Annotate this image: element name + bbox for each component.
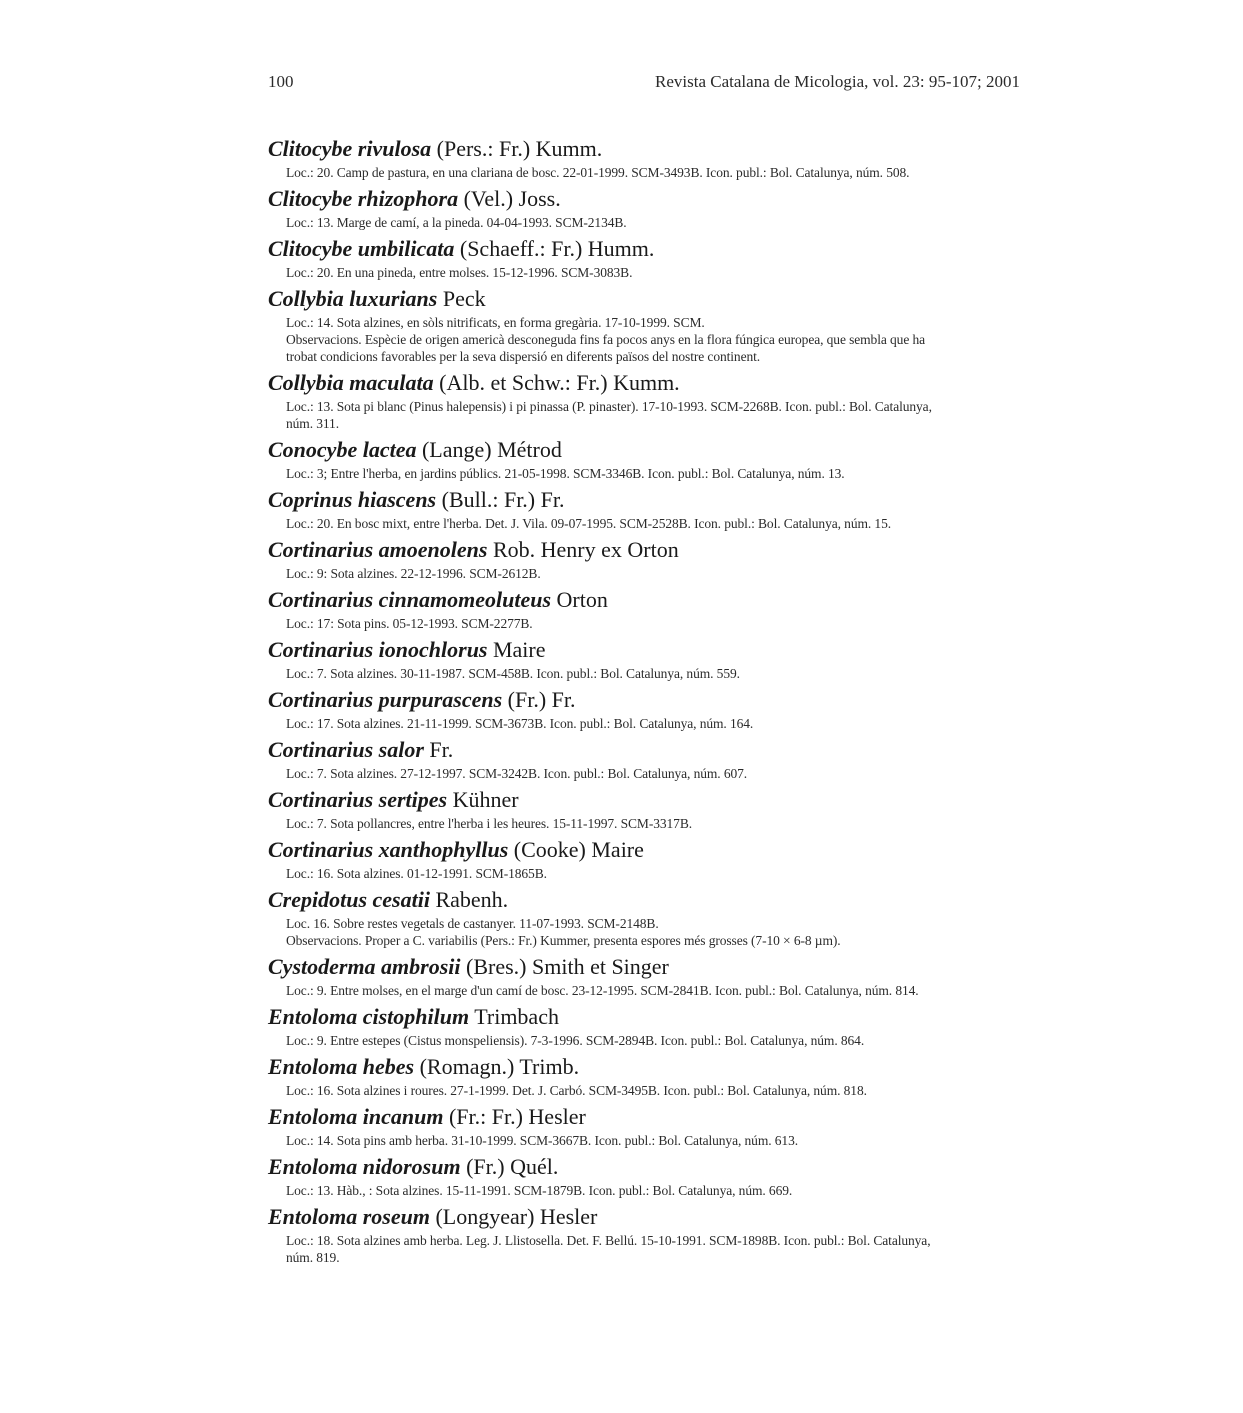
species-heading [268,954,1068,980]
species-name: Entoloma cistophilum [268,1004,470,1029]
species-name: Cortinarius purpurascens [268,687,503,712]
locality-text: Loc.: 14. Sota pins amb herba. 31-10-1999. SCM-3667B. Icon. publ.: Bol. Catalunya, núm. 613. [286,1133,799,1148]
species-entry [268,837,1068,882]
species-author: Fr. [429,737,454,762]
species-name: Cortinarius cinnamomeoluteus [268,587,552,612]
species-entry [268,587,1068,632]
species-heading [268,186,1068,212]
species-author: Peck [442,286,486,311]
species-heading [268,437,1068,463]
species-entry [268,136,1068,181]
species-author: Orton [556,587,608,612]
species-heading [268,537,1068,563]
species-author: (Lange) Métrod [421,437,562,462]
species-entry [268,1104,1068,1149]
locality-text: Loc.: 18. Sota alzines amb herba. Leg. J. Llistosella. Det. F. Bellú. 15-10-1991. SCM-1898B. Icon. publ.: Bol. Catalunya, [286,1233,931,1248]
locality-text: Loc.: 16. Sota alzines. 01-12-1991. SCM-1865B. [286,866,547,881]
species-entry [268,487,1068,532]
species-name: Cortinarius xanthophyllus [268,837,509,862]
species-name: Cystoderma ambrosii [268,954,461,979]
species-author: (Fr.) Fr. [507,687,576,712]
species-heading [268,286,1068,312]
species-entry [268,1054,1068,1099]
locality-text: Loc.: 20. En bosc mixt, entre l'herba. Det. J. Vila. 09-07-1995. SCM-2528B. Icon. publ.: Bol. Catalunya, núm. 15. [286,516,891,531]
species-author: Rabenh. [435,887,509,912]
species-name: Clitocybe rivulosa [268,136,432,161]
species-entry [268,687,1068,732]
species-heading [268,737,1068,763]
locality-text: Loc.: 13. Hàb., : Sota alzines. 15-11-1991. SCM-1879B. Icon. publ.: Bol. Catalunya, núm. 669. [286,1183,793,1198]
species-heading [268,487,1068,513]
species-name: Conocybe lactea [268,437,417,462]
species-author: (Bres.) Smith et Singer [466,954,669,979]
page-header [268,72,1020,98]
locality-text: Loc.: 9: Sota alzines. 22-12-1996. SCM-2612B. [286,566,541,581]
species-heading [268,587,1068,613]
species-name: Entoloma roseum [268,1204,430,1229]
species-author: (Fr.) Quél. [466,1154,559,1179]
species-heading [268,787,1068,813]
species-author: Trimbach [474,1004,559,1029]
species-name: Entoloma hebes [268,1054,415,1079]
species-name: Coprinus hiascens [268,487,437,512]
journal-citation: Revista Catalana de Micologia, vol. 23: 95-107; 2001 [655,72,1020,91]
species-heading [268,1004,1068,1030]
locality-text: Loc.: 7. Sota alzines. 30-11-1987. SCM-458B. Icon. publ.: Bol. Catalunya, núm. 559. [286,666,740,681]
species-name: Crepidotus cesatii [268,887,430,912]
species-entry [268,1204,1068,1266]
species-entry [268,286,1068,365]
species-author: (Bull.: Fr.) Fr. [441,487,565,512]
species-entry [268,954,1068,999]
species-entry [268,1154,1068,1199]
species-name: Entoloma incanum [268,1104,444,1129]
locality-text: Loc.: 7. Sota pollancres, entre l'herba i les heures. 15-11-1997. SCM-3317B. [286,816,692,831]
locality-text: Loc. 16. Sobre restes vegetals de castanyer. 11-07-1993. SCM-2148B. [286,916,659,931]
species-entry [268,186,1068,231]
species-author: (Alb. et Schw.: Fr.) Kumm. [439,370,680,395]
species-heading [268,687,1068,713]
species-name: Cortinarius amoenolens [268,537,488,562]
species-author: (Fr.: Fr.) Hesler [448,1104,586,1129]
species-author: (Romagn.) Trimb. [419,1054,580,1079]
locality-text: Loc.: 7. Sota alzines. 27-12-1997. SCM-3242B. Icon. publ.: Bol. Catalunya, núm. 607. [286,766,748,781]
species-name: Collybia maculata [268,370,434,395]
species-heading [268,136,1068,162]
locality-text: Loc.: 17: Sota pins. 05-12-1993. SCM-2277B. [286,616,533,631]
species-author: Kühner [452,787,519,812]
locality-text: trobat condicions favorables per la seva dispersió en diferents països del nostre continent. [286,349,761,364]
species-author: (Cooke) Maire [513,837,644,862]
locality-text: Loc.: 17. Sota alzines. 21-11-1999. SCM-3673B. Icon. publ.: Bol. Catalunya, núm. 164. [286,716,754,731]
locality-text: Loc.: 3; Entre l'herba, en jardins públics. 21-05-1998. SCM-3346B. Icon. publ.: Bol. Catalunya, núm. 13. [286,466,845,481]
locality-text: Loc.: 16. Sota alzines i roures. 27-1-1999. Det. J. Carbó. SCM-3495B. Icon. publ.: Bol. Catalunya, núm. 818. [286,1083,867,1098]
observations-text: Observacions. Proper a C. variabilis (Pers.: Fr.) Kummer, presenta espores més grosses (7-10 × 6-8 µm). [286,933,841,948]
species-author: (Pers.: Fr.) Kumm. [436,136,603,161]
locality-text: núm. 311. [286,416,339,431]
species-name: Entoloma nidorosum [268,1154,461,1179]
species-entry [268,370,1068,432]
species-heading [268,236,1068,262]
species-heading [268,1104,1068,1130]
species-list [268,136,1068,1266]
species-entry [268,437,1068,482]
locality-text: Loc.: 20. Camp de pastura, en una clariana de bosc. 22-01-1999. SCM-3493B. Icon. publ.: Bol. Catalunya, núm. 508. [286,165,910,180]
locality-text: Loc.: 14. Sota alzines, en sòls nitrificats, en forma gregària. 17-10-1999. SCM. [286,315,705,330]
species-author: (Longyear) Hesler [435,1204,598,1229]
species-entry [268,236,1068,281]
locality-text: Loc.: 9. Entre molses, en el marge d'un camí de bosc. 23-12-1995. SCM-2841B. Icon. publ.: Bol. Catalunya, núm. 814. [286,983,919,998]
species-name: Clitocybe umbilicata [268,236,455,261]
species-entry [268,787,1068,832]
observations-text: Observacions. Espècie de origen americà desconeguda fins fa pocos anys en la flora fúngica europea, que sembla que ha [286,332,926,347]
species-entry [268,887,1068,949]
species-heading [268,1054,1068,1080]
species-name: Cortinarius salor [268,737,424,762]
species-author: (Vel.) Joss. [463,186,561,211]
species-heading [268,370,1068,396]
species-author: (Schaeff.: Fr.) Humm. [459,236,655,261]
species-entry [268,1004,1068,1049]
locality-text: Loc.: 13. Marge de camí, a la pineda. 04-04-1993. SCM-2134B. [286,215,627,230]
species-heading [268,1204,1068,1230]
locality-text: Loc.: 13. Sota pi blanc (Pinus halepensis) i pi pinassa (P. pinaster). 17-10-1993. SCM-2268B. Icon. publ.: Bol. Catalunya, [286,399,932,414]
species-entry [268,737,1068,782]
species-name: Cortinarius ionochlorus [268,637,488,662]
species-entry [268,537,1068,582]
species-name: Collybia luxurians [268,286,438,311]
species-heading [268,637,1068,663]
species-entry [268,637,1068,682]
locality-text: núm. 819. [286,1250,340,1265]
species-heading [268,887,1068,913]
locality-text: Loc.: 20. En una pineda, entre molses. 15-12-1996. SCM-3083B. [286,265,633,280]
species-author: Maire [492,637,546,662]
species-name: Cortinarius sertipes [268,787,448,812]
locality-text: Loc.: 9. Entre estepes (Cistus monspeliensis). 7-3-1996. SCM-2894B. Icon. publ.: Bol. Catalunya, núm. 864. [286,1033,865,1048]
page-number: 100 [268,72,294,91]
species-heading [268,1154,1068,1180]
species-author: Rob. Henry ex Orton [492,537,679,562]
species-name: Clitocybe rhizophora [268,186,459,211]
species-heading [268,837,1068,863]
